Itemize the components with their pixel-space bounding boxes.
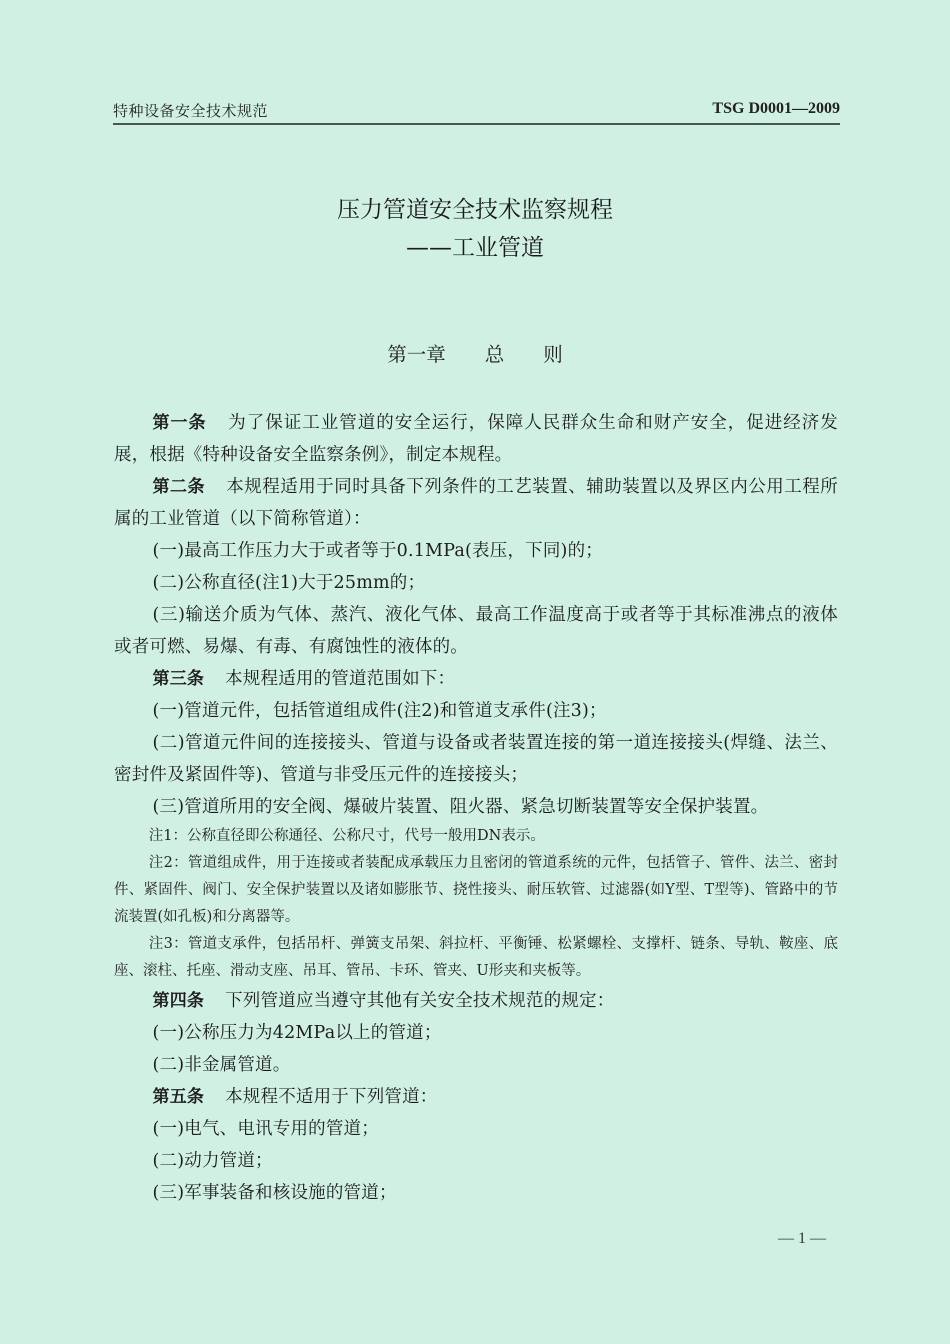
chapter-name: 总 则	[484, 343, 563, 366]
article-text: 为了保证工业管道的安全运行，保障人民群众生命和财产安全，促进经济发展，根据《特种设备安全监察条例》，制定本规程。	[114, 413, 838, 465]
article-text: 本规程不适用于下列管道：	[225, 1087, 438, 1107]
article-1	[114, 407, 838, 471]
article-3	[114, 663, 838, 695]
footnote-2: 注2：管道组成件，用于连接或者装配成承载压力且密闭的管道系统的元件，包括管子、管件、法兰、密封件、紧固件、阀门、安全保护装置以及诸如膨胀节、挠性接头、耐压软管、过滤器(如Y型、T型等)、管路中的节流装置(如孔板)和分离器等。	[114, 855, 838, 925]
page-number: — 1 —	[778, 1230, 826, 1247]
list-item: (二)非金属管道。	[152, 1055, 291, 1075]
article-4	[114, 985, 838, 1017]
article-label: 第一条	[152, 413, 207, 433]
list-item: (三)管道所用的安全阀、爆破片装置、阻火器、紧急切断装置等安全保护装置。	[152, 797, 769, 817]
list-item: (一)管道元件，包括管道组成件(注2)和管道支承件(注3)；	[152, 701, 607, 721]
header-standard-code: TSG D0001—2009	[712, 100, 840, 117]
article-5	[114, 1081, 838, 1113]
list-item: (一)电气、电讯专用的管道；	[152, 1119, 379, 1139]
article-label: 第三条	[152, 669, 205, 689]
article-text: 本规程适用的管道范围如下：	[225, 669, 456, 689]
article-label: 第二条	[152, 477, 205, 497]
chapter-heading	[0, 339, 950, 367]
list-item: (一)最高工作压力大于或者等于0.1MPa(表压，下同)的；	[152, 541, 603, 561]
list-item: (二)动力管道；	[152, 1151, 273, 1171]
footnote-1: 注1：公称直径即公称通径、公称尺寸，代号一般用DN表示。	[148, 828, 545, 844]
list-item: (三)输送介质为气体、蒸汽、液化气体、最高工作温度高于或者等于其标准沸点的液体或者可燃、易爆、有毒、有腐蚀性的液体的。	[114, 605, 838, 657]
list-item: (二)管道元件间的连接接头、管道与设备或者装置连接的第一道连接接头(焊缝、法兰、密封件及紧固件等)、管道与非受压元件的连接接头；	[114, 733, 838, 785]
article-label: 第四条	[152, 991, 205, 1011]
article-label: 第五条	[152, 1087, 205, 1107]
footnote-3: 注3：管道支承件，包括吊杆、弹簧支吊架、斜拉杆、平衡锤、松紧螺栓、支撑杆、链条、导轨、鞍座、底座、滚柱、托座、滑动支座、吊耳、管吊、卡环、管夹、U形夹和夹板等。	[114, 936, 838, 979]
header-series-title: 特种设备安全技术规范	[113, 102, 269, 120]
document-subtitle: ——工业管道	[406, 235, 544, 261]
list-item: (二)公称直径(注1)大于25mm的；	[152, 573, 426, 593]
chapter-label: 第一章	[387, 343, 446, 366]
document-body	[114, 407, 838, 1209]
list-item: (三)军事装备和核设施的管道；	[152, 1183, 397, 1203]
list-item: (一)公称压力为42MPa以上的管道；	[152, 1023, 442, 1043]
article-text: 本规程适用于同时具备下列条件的工艺装置、辅助装置以及界区内公用工程所属的工业管道（以下简称管道）：	[114, 477, 838, 529]
running-header	[113, 98, 840, 125]
article-text: 下列管道应当遵守其他有关安全技术规范的规定：	[225, 991, 615, 1011]
document-title: 压力管道安全技术监察规程	[337, 197, 613, 223]
article-2	[114, 471, 838, 535]
